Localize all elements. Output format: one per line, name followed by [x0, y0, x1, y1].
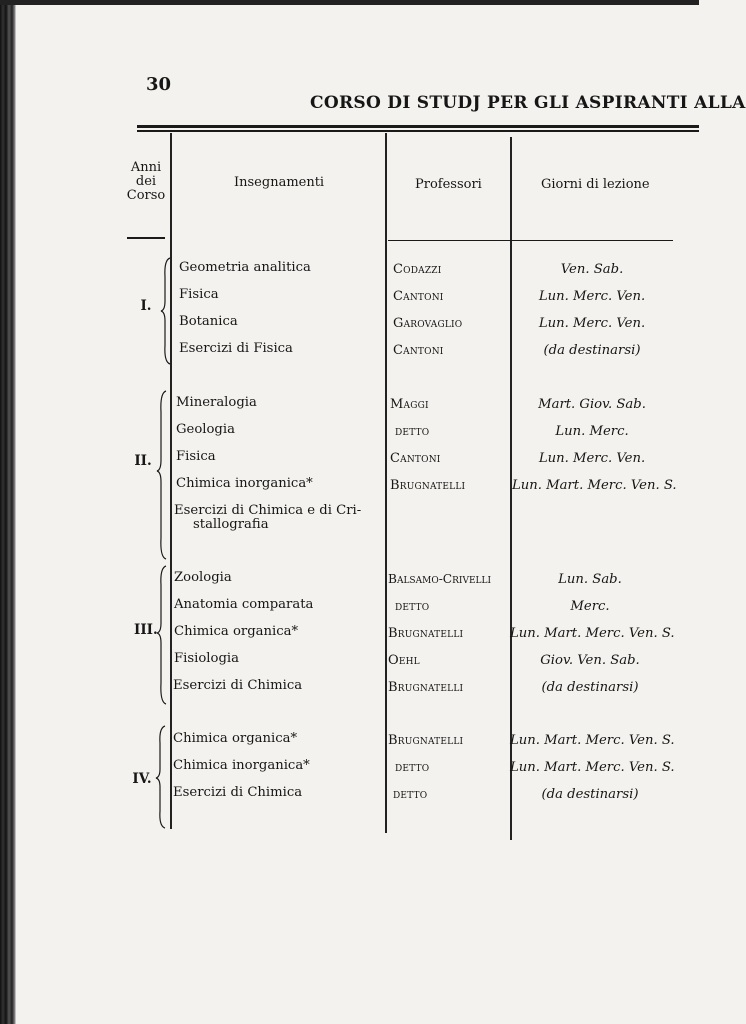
- subject-cell: Anatomia comparata: [174, 597, 314, 612]
- professor-cell: detto: [393, 787, 428, 802]
- subject-cell: Esercizi di Chimica: [173, 785, 303, 800]
- days-cell: (da destinarsi): [541, 680, 639, 695]
- year-label-3: III.: [134, 622, 158, 638]
- professor-cell: Cantoni: [393, 289, 444, 304]
- column-header-professori: Professori: [415, 177, 482, 192]
- column-header-giorni: Giorni di lezione: [541, 177, 650, 192]
- subject-cell: Fisica: [176, 449, 216, 464]
- professor-cell: Cantoni: [390, 451, 441, 466]
- professor-cell: Oehl: [388, 653, 420, 668]
- year-brace-4: [155, 725, 169, 829]
- subject-cell: Chimica organica*: [173, 731, 298, 746]
- subject-cell: Chimica organica*: [174, 624, 299, 639]
- subject-cell: Esercizi di Chimica e di Cri-: [174, 503, 362, 518]
- subject-cell: Esercizi di Fisica: [179, 341, 293, 356]
- professor-cell: Brugnatelli: [388, 626, 464, 641]
- professor-cell: Codazzi: [393, 262, 442, 277]
- header-double-rule-bottom: [137, 130, 699, 132]
- year-label-1: I.: [140, 298, 152, 314]
- days-cell: Merc.: [570, 599, 610, 614]
- days-cell: Giov. Ven. Sab.: [540, 653, 640, 668]
- days-cell: Mart. Giov. Sab.: [538, 397, 646, 412]
- column-header-anno: [126, 161, 166, 203]
- year-brace-2: [156, 390, 170, 560]
- subject-cell: Zoologia: [174, 570, 232, 585]
- professor-cell: Maggi: [390, 397, 429, 412]
- year-label-2: II.: [134, 453, 152, 469]
- subject-cell: Chimica inorganica*: [173, 758, 310, 773]
- professor-cell: detto: [395, 599, 430, 614]
- professor-cell: Brugnatelli: [388, 680, 464, 695]
- column-divider-2: [385, 133, 387, 833]
- days-cell: Lun. Merc. Ven.: [538, 316, 646, 331]
- subject-cell-continuation: stallografia: [193, 517, 269, 532]
- professor-cell: Brugnatelli: [388, 733, 464, 748]
- days-cell: (da destinarsi): [541, 787, 639, 802]
- days-cell: Lun. Mart. Merc. Ven. S.: [512, 478, 677, 493]
- days-cell: Lun. Merc. Ven.: [538, 289, 646, 304]
- subject-cell: Esercizi di Chimica: [173, 678, 303, 693]
- column-divider-1: [170, 133, 172, 829]
- subject-cell: Geometria analitica: [179, 260, 311, 275]
- year-brace-3: [156, 565, 170, 705]
- header-double-rule-top: [137, 125, 699, 128]
- days-cell: Lun. Mart. Merc. Ven. S.: [510, 760, 675, 775]
- header-bottom-rule-left: [127, 237, 165, 239]
- page-number: 30: [146, 74, 172, 95]
- year-brace-1: [160, 257, 174, 365]
- subject-cell: Botanica: [179, 314, 238, 329]
- column-header-anno-line-2: dei: [135, 174, 157, 189]
- professor-cell: detto: [395, 424, 430, 439]
- days-cell: (da destinarsi): [543, 343, 641, 358]
- header-bottom-rule-right: [388, 240, 673, 241]
- professor-cell: Cantoni: [393, 343, 444, 358]
- subject-cell: Fisiologia: [174, 651, 239, 666]
- subject-cell: Mineralogia: [176, 395, 257, 410]
- professor-cell: Brugnatelli: [390, 478, 466, 493]
- days-cell: Lun. Mart. Merc. Ven. S.: [510, 626, 675, 641]
- book-binding-edge: [0, 0, 16, 1024]
- professor-cell: Garovaglio: [393, 316, 463, 331]
- page-top-edge: [0, 0, 699, 5]
- days-cell: Lun. Merc. Ven.: [538, 451, 646, 466]
- running-head: CORSO DI STUDJ PER GLI ASPIRANTI ALLA: [310, 93, 746, 113]
- days-cell: Lun. Mart. Merc. Ven. S.: [510, 733, 675, 748]
- days-cell: Lun. Merc.: [555, 424, 629, 439]
- professor-cell: detto: [395, 760, 430, 775]
- days-cell: Lun. Sab.: [558, 572, 622, 587]
- subject-cell: Chimica inorganica*: [176, 476, 313, 491]
- professor-cell: Balsamo-Crivelli: [388, 572, 492, 586]
- column-header-anno-line-3: Corso: [126, 188, 166, 203]
- column-header-insegnamenti: Insegnamenti: [234, 175, 325, 190]
- days-cell: Ven. Sab.: [560, 262, 624, 277]
- subject-cell: Fisica: [179, 287, 219, 302]
- year-label-4: IV.: [132, 771, 152, 787]
- subject-cell: Geologia: [176, 422, 235, 437]
- column-header-anno-line-1: Anni: [130, 160, 162, 175]
